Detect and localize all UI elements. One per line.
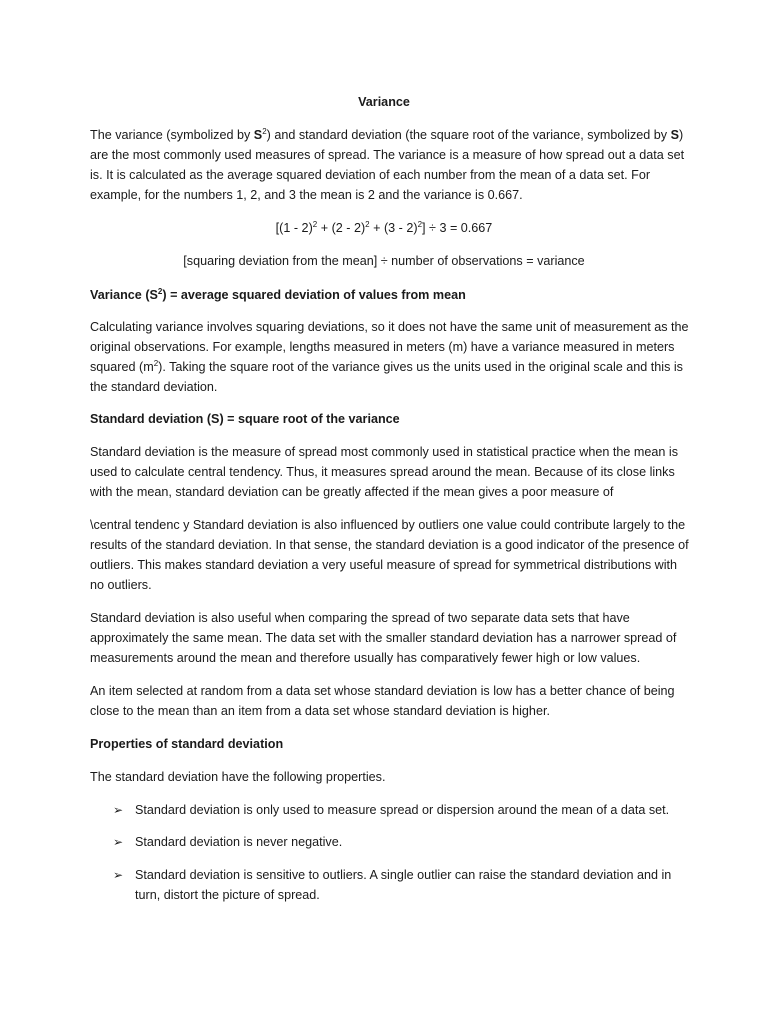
properties-intro: The standard deviation have the following properties.	[90, 770, 386, 784]
intro-paragraph: The variance (symbolized by $S^2$) and standard deviation (the square root of the variance, symbolized by S) are the most commonly used measures of spread. The variance is a measure of how spread out a data set is. It is calculated as the average squared deviation of each number from the mean of a data set. For example, for the numbers 1, 2, and 3 the mean is 2 and the variance is 0.667.	[90, 126, 685, 202]
variance-units-paragraph: Calculating variance involves squaring deviations, so it does not have the same unit of measurement as the original observations. For example, lengths measured in meters (m) have a variance measured in meters squared $(m^2)$. Taking the square root of the variance gives us the units used in the original scale and this is the standard deviation.	[90, 320, 689, 394]
formula-description: [squaring deviation from the mean] ÷ number of observations = variance	[183, 254, 585, 268]
arrow-bullet-icon: ➢	[113, 835, 124, 849]
document-title: Variance	[358, 95, 410, 109]
list-item: ➢ Standard deviation is only used to measure spread or dispersion around the mean of a data set.	[113, 800, 683, 820]
variance-formula: [(1 - 2)$^2$ + (2 - 2)$^2$ + (3 - 2)$^2$] ÷ 3 = 0.667	[275, 219, 493, 235]
list-item: ➢ Standard deviation is sensitive to outliers. A single outlier can raise the standard deviation and in turn, distort the picture of spread.	[113, 865, 683, 905]
standard-deviation-paragraph: Standard deviation is the measure of spread most commonly used in statistical practice when the mean is used to calculate central tendency. Thus, it measures spread around the mean. Because of its close links with the mean, standard deviation can be greatly affected if the mean gives a poor measure of	[90, 445, 679, 499]
arrow-bullet-icon: ➢	[113, 868, 124, 882]
list-item: ➢ Standard deviation is never negative.	[113, 832, 683, 852]
comparison-paragraph: Standard deviation is also useful when comparing the spread of two separate data sets that have approximately the same mean. The data set with the smaller standard deviation has a narrower spread of measurements around the mean and therefore usually has comparatively fewer high or low values.	[90, 611, 677, 665]
properties-heading: Properties of standard deviation	[90, 737, 284, 751]
random-item-paragraph: An item selected at random from a data set whose standard deviation is low has a better chance of being close to the mean than an item from a data set whose standard deviation is higher.	[90, 684, 675, 718]
standard-deviation-heading: Standard deviation (S) = square root of the variance	[90, 412, 400, 426]
arrow-bullet-icon: ➢	[113, 803, 124, 817]
outliers-paragraph: \central tendenc y Standard deviation is also influenced by outliers one value could contribute largely to the results of the standard deviation. In that sense, the standard deviation is a good indicator of the presence of outliers. This makes standard deviation a very useful measure of spread for symmetrical distributions with no outliers.	[90, 518, 689, 592]
variance-heading: Variance $(S^2)$ = average squared deviation of values from mean	[90, 286, 466, 302]
